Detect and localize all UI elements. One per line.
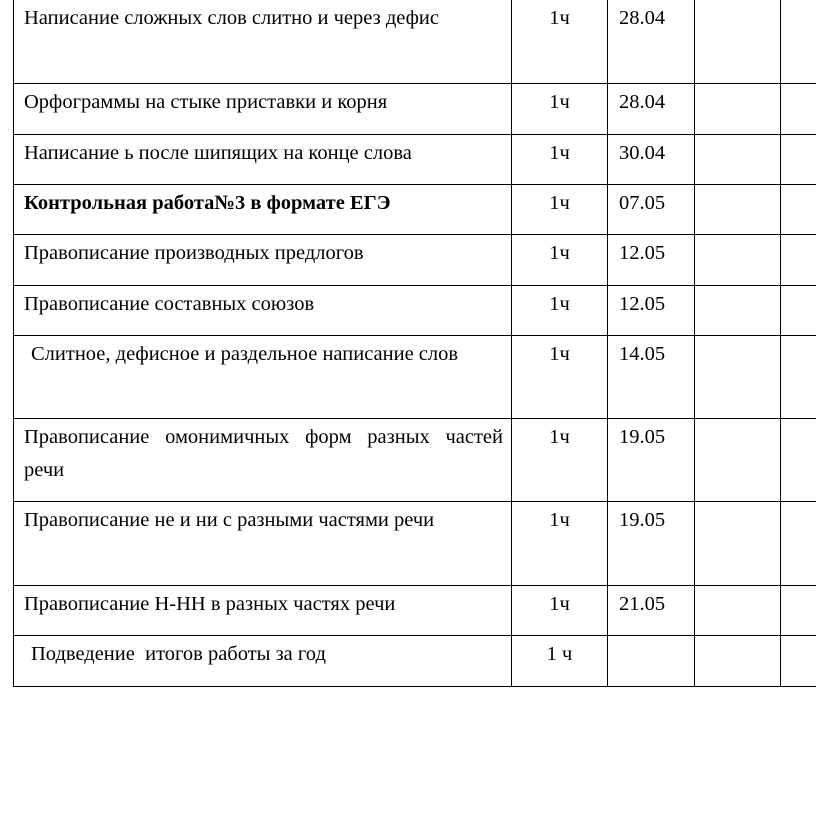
topic-cell: Правописание составных союзов: [14, 286, 512, 336]
date-cell: 30.04: [608, 135, 695, 185]
empty-cell: [695, 636, 781, 687]
empty-cell: [695, 336, 781, 419]
hours-cell: 1 ч: [512, 636, 608, 687]
lesson-plan-table: [13, 0, 816, 687]
empty-cell: [781, 185, 816, 235]
topic-cell: Орфограммы на стыке приставки и корня: [14, 84, 512, 135]
date-cell: 19.05: [608, 419, 695, 502]
empty-cell: [695, 286, 781, 336]
hours-cell: 1ч: [512, 286, 608, 336]
date-cell: 28.04: [608, 84, 695, 135]
date-cell: 07.05: [608, 185, 695, 235]
date-cell: 19.05: [608, 502, 695, 586]
hours-cell: 1ч: [512, 185, 608, 235]
empty-cell: [781, 419, 816, 502]
empty-cell: [781, 84, 816, 135]
table-row: [14, 419, 816, 502]
hours-cell: 1ч: [512, 235, 608, 286]
empty-cell: [695, 0, 781, 84]
date-cell: 12.05: [608, 235, 695, 286]
hours-cell: 1ч: [512, 84, 608, 135]
date-cell: 28.04: [608, 0, 695, 84]
empty-cell: [695, 135, 781, 185]
empty-cell: [695, 185, 781, 235]
empty-cell: [781, 502, 816, 586]
empty-cell: [695, 502, 781, 586]
hours-cell: 1ч: [512, 419, 608, 502]
empty-cell: [781, 336, 816, 419]
hours-cell: 1ч: [512, 586, 608, 636]
empty-cell: [695, 419, 781, 502]
hours-cell: 1ч: [512, 502, 608, 586]
topic-cell: Контрольная работа№3 в формате ЕГЭ: [14, 185, 512, 235]
table-row: [14, 185, 816, 235]
empty-cell: [695, 235, 781, 286]
date-cell: 21.05: [608, 586, 695, 636]
topic-cell: Правописание омонимичных форм разных частей речи: [14, 419, 512, 502]
table-row: [14, 502, 816, 586]
date-cell: [608, 636, 695, 687]
table-row: [14, 286, 816, 336]
topic-cell: Правописание производных предлогов: [14, 235, 512, 286]
hours-cell: 1ч: [512, 336, 608, 419]
table-row: [14, 636, 816, 687]
date-cell: 12.05: [608, 286, 695, 336]
topic-cell: Правописание не и ни с разными частями речи: [14, 502, 512, 586]
empty-cell: [695, 586, 781, 636]
table-row: [14, 336, 816, 419]
topic-cell: Написание ь после шипящих на конце слова: [14, 135, 512, 185]
empty-cell: [781, 235, 816, 286]
table-row: [14, 235, 816, 286]
topic-cell: Написание сложных слов слитно и через дефис: [14, 0, 512, 84]
table-row: [14, 84, 816, 135]
topic-cell: Слитное, дефисное и раздельное написание слов: [14, 336, 512, 419]
empty-cell: [781, 636, 816, 687]
empty-cell: [781, 286, 816, 336]
hours-cell: 1ч: [512, 135, 608, 185]
table-row: [14, 135, 816, 185]
empty-cell: [695, 84, 781, 135]
empty-cell: [781, 586, 816, 636]
empty-cell: [781, 0, 816, 84]
empty-cell: [781, 135, 816, 185]
hours-cell: 1ч: [512, 0, 608, 84]
table-row: [14, 0, 816, 84]
table-row: [14, 586, 816, 636]
topic-cell: Подведение итогов работы за год: [14, 636, 512, 687]
date-cell: 14.05: [608, 336, 695, 419]
topic-cell: Правописание Н-НН в разных частях речи: [14, 586, 512, 636]
